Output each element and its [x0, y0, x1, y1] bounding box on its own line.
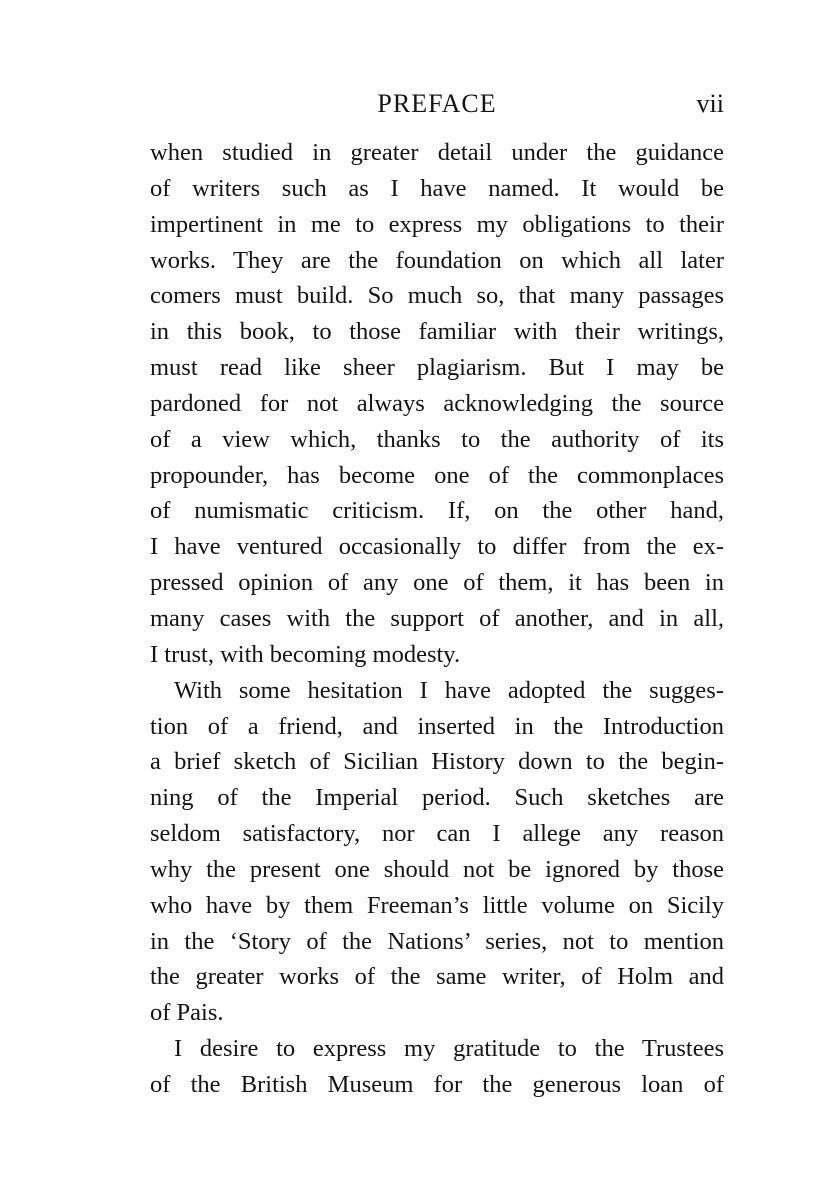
text-line: tion of a friend, and inserted in the Introduction	[150, 712, 724, 740]
text-line: many cases with the support of another, and in all,	[150, 604, 724, 632]
text-line: in this book, to those familiar with their writings,	[150, 318, 724, 346]
text-line: of Pais.	[150, 999, 224, 1027]
text-line: who have by them Freeman’s little volume on Sicily	[150, 891, 724, 919]
text-line: of the British Museum for the generous loan of	[150, 1070, 724, 1098]
text-line: impertinent in me to express my obligations to their	[150, 210, 724, 238]
text-line: a brief sketch of Sicilian History down to the begin-	[150, 748, 724, 776]
text-line: of writers such as I have named. It would be	[150, 174, 724, 202]
text-line: comers must build. So much so, that many passages	[150, 282, 724, 310]
text-line: With some hesitation I have adopted the sugges-	[174, 676, 724, 704]
text-line: must read like sheer plagiarism. But I may be	[150, 354, 724, 382]
text-line: pardoned for not always acknowledging the source	[150, 389, 724, 417]
text-line: propounder, has become one of the commonplaces	[150, 461, 724, 489]
text-line: I desire to express my gratitude to the Trustees	[174, 1035, 724, 1063]
body-text	[150, 135, 724, 1103]
page-title: PREFACE	[377, 89, 497, 118]
running-head	[150, 86, 724, 122]
paragraph	[150, 673, 724, 1031]
page-number: vii	[696, 89, 724, 118]
text-line: when studied in greater detail under the guidance	[150, 139, 724, 166]
text-line: of numismatic criticism. If, on the other hand,	[150, 497, 724, 525]
text-line: the greater works of the same writer, of Holm and	[150, 963, 724, 991]
text-line: I trust, with becoming modesty.	[150, 640, 461, 668]
text-line: in the ‘Story of the Nations’ series, not to mention	[150, 927, 724, 955]
text-line: why the present one should not be ignored by those	[150, 855, 724, 883]
paragraph	[150, 1031, 724, 1103]
text-line: seldom satisfactory, nor can I allege any reason	[150, 820, 724, 848]
text-line: works. They are the foundation on which all later	[150, 246, 724, 274]
text-line: I have ventured occasionally to differ from the ex-	[150, 533, 724, 561]
paragraph	[150, 135, 724, 673]
text-line: pressed opinion of any one of them, it has been in	[150, 569, 724, 597]
text-line: ning of the Imperial period. Such sketches are	[150, 784, 724, 812]
text-line: of a view which, thanks to the authority of its	[150, 425, 724, 453]
